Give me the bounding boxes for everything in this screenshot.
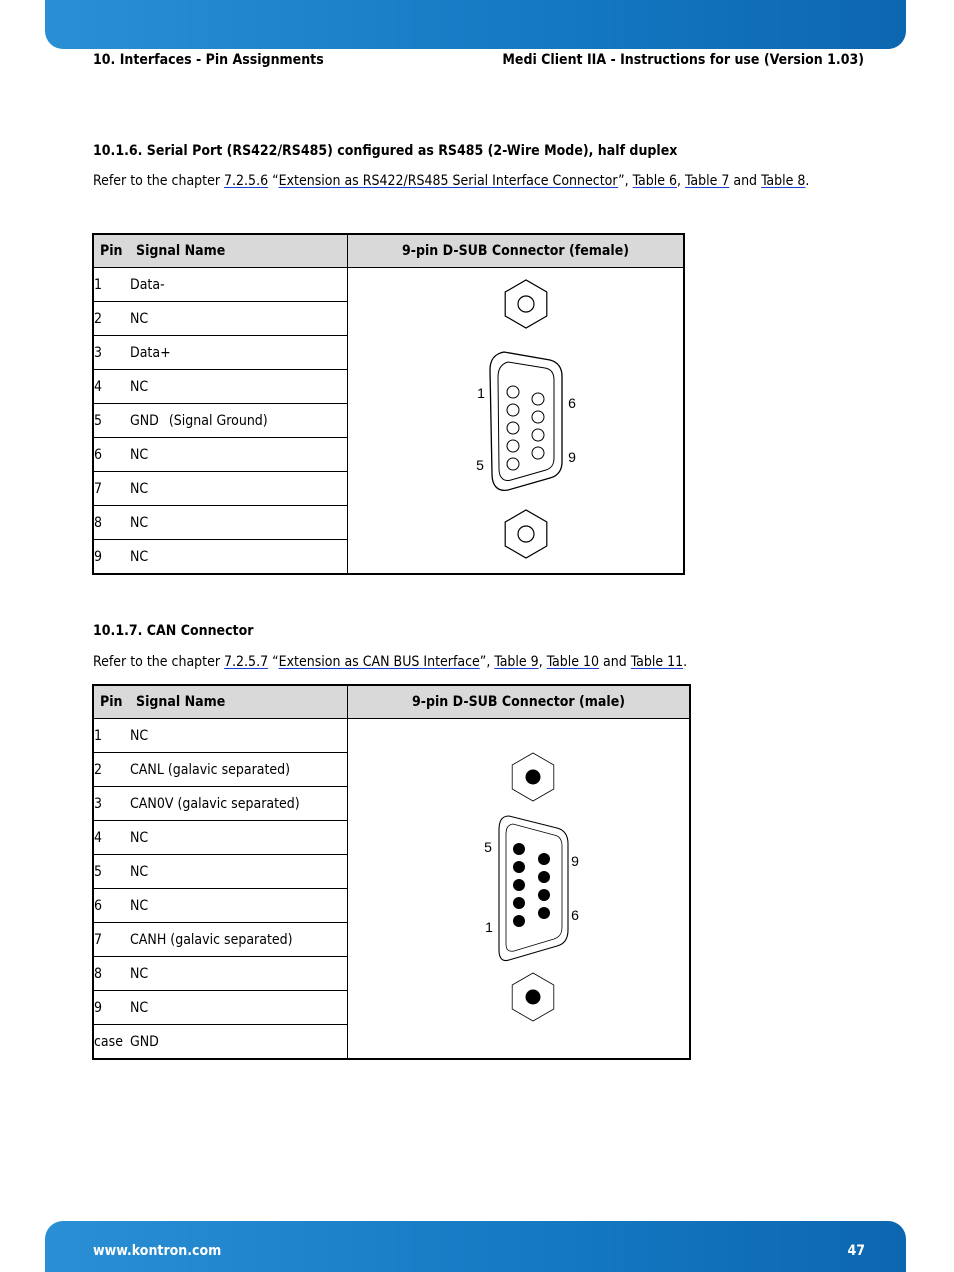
ref-sep: and [729,173,762,189]
pin-number-cell: 6 [93,438,130,472]
signal-name-cell [130,438,348,472]
pin-number-label: 5 [475,456,484,473]
pin-number-cell: 1 [93,268,130,302]
ref-quote-close: ”, [479,654,495,670]
signal-name-cell [130,821,348,855]
signal-name-cell [130,472,348,506]
pin-number-label: 1 [484,918,493,935]
ref-table-link[interactable]: Table 10 [546,654,600,670]
pin-number-cell: case [94,1033,123,1050]
header-chapter-title: 10. Interfaces - Pin Assignments [93,52,324,68]
footer-banner [45,1221,906,1272]
ref-quote-open: “ [268,654,279,670]
contact-pin [513,843,525,855]
socket-hole [507,422,519,434]
socket-hole [532,393,544,405]
signal-name: GND [130,1033,159,1050]
ref-quote-close: ”, [618,173,633,189]
ref-sep: , [538,654,547,670]
page-number: 47 [847,1243,865,1259]
section-reference-rs485 [93,173,809,189]
signal-name: Data+ [130,344,171,361]
pin-number-cell: 2 [93,753,130,787]
col-connector-header: 9-pin D-SUB Connector (female) [348,234,685,268]
contact-pin [513,897,525,909]
ref-title-link[interactable]: Extension as RS422/RS485 Serial Interface Connector [278,173,619,189]
screw-hole [518,296,534,312]
signal-name-cell [130,719,348,753]
ref-chapter-link[interactable]: 7.2.5.7 [224,654,269,670]
connector-shell-outer [499,816,568,961]
pin-number-cell: 4 [93,821,130,855]
signal-name: NC [130,310,149,327]
col-signal-header: Signal Name [130,685,348,719]
header-banner [45,0,906,49]
pin-number-cell: 6 [93,889,130,923]
pin-number-label: 6 [570,906,579,923]
signal-name: CANH (galavic separated) [130,931,293,948]
signal-name-cell [130,889,348,923]
signal-name-cell [130,753,348,787]
table-row [93,268,684,302]
signal-name: NC [130,863,149,880]
socket-hole [507,440,519,452]
col-pin-header: Pin [93,234,130,268]
pin-number-label: 6 [567,394,576,411]
screw-hole [518,526,534,542]
signal-name: CAN0V (galavic separated) [130,795,300,812]
socket-hole [507,404,519,416]
signal-name: NC [130,446,149,463]
ref-end: . [683,654,688,670]
ref-title-link[interactable]: Extension as CAN BUS Interface [278,654,480,670]
contact-pin [513,915,525,927]
pin-number-label: 1 [476,384,485,401]
signal-name: NC [130,965,149,982]
socket-hole [507,458,519,470]
pin-number-cell: 9 [94,548,103,565]
signal-name: NC [130,480,149,497]
pin-number-cell: 8 [93,506,130,540]
signal-name-cell [130,404,348,438]
signal-name-cell [130,1025,348,1060]
pin-number-cell: 7 [93,923,130,957]
col-connector-header: 9-pin D-SUB Connector (male) [348,685,691,719]
dsub-male-diagram [429,742,609,1032]
pin-number-label: 5 [483,838,492,855]
col-signal-header: Signal Name [130,234,348,268]
pin-number-cell: 9 [93,991,130,1025]
section-heading-can: 10.1.7. CAN Connector [93,623,254,639]
signal-name-cell [130,855,348,889]
pin-table-rs485 [92,233,685,575]
pin-number-cell: 2 [93,302,130,336]
footer-url[interactable]: www.kontron.com [93,1243,222,1259]
pin-number-cell: 1 [93,719,130,753]
contact-pin [538,871,550,883]
socket-hole [532,411,544,423]
signal-name: NC [130,897,149,914]
signal-name: NC [130,378,149,395]
signal-name: NC [130,727,149,744]
signal-name-cell [130,540,348,575]
signal-name: NC [130,548,149,565]
signal-name-cell [130,268,348,302]
ref-prefix: Refer to the chapter [93,654,225,670]
table-row [93,719,690,753]
signal-name-cell [130,991,348,1025]
socket-hole [507,386,519,398]
socket-hole [532,447,544,459]
pin-number-cell: 5 [93,404,130,438]
pin-number-cell: 8 [93,957,130,991]
dsub-female-diagram [426,274,606,564]
signal-name-cell [130,302,348,336]
connector-diagram-cell [348,719,691,1060]
col-pin-header: Pin [93,685,130,719]
signal-name: NC [130,829,149,846]
signal-name: GND [130,412,159,429]
table-header-row [93,685,690,719]
socket-hole [532,429,544,441]
signal-name-cell [130,957,348,991]
signal-name-cell [130,506,348,540]
pin-number-cell: 4 [93,370,130,404]
pin-number-cell: 3 [93,336,130,370]
contact-pin [513,861,525,873]
contact-pin [513,879,525,891]
connector-diagram-cell [348,268,685,575]
signal-name: Data- [130,276,165,293]
screw-hole [525,989,540,1004]
pin-number-label: 9 [567,448,576,465]
ref-chapter-link[interactable]: 7.2.5.6 [224,173,269,189]
signal-name: NC [130,999,149,1016]
ref-table-link[interactable]: Table 9 [494,654,539,670]
signal-name: NC [130,514,149,531]
pin-number-cell: 5 [93,855,130,889]
ref-sep: , [677,173,685,189]
pin-number-label: 9 [570,852,579,869]
screw-hole [525,769,540,784]
ref-table-link[interactable]: Table 6 [632,173,677,189]
header-document-title: Medi Client IIA - Instructions for use (Version 1.03) [502,52,864,68]
ref-prefix: Refer to the chapter [93,173,225,189]
table-header-row [93,234,684,268]
contact-pin [538,889,550,901]
section-heading-rs485: 10.1.6. Serial Port (RS422/RS485) configured as RS485 (2-Wire Mode), half duplex [93,143,678,159]
bottom-mount-nut [512,973,554,1021]
ref-sep: and [599,654,631,670]
top-mount-nut [505,280,547,328]
signal-description: (Signal Ground) [168,412,268,429]
top-mount-nut [512,753,554,801]
section-reference-can [93,654,687,670]
signal-name-cell [130,787,348,821]
contact-pin [538,907,550,919]
ref-quote-open: “ [268,173,279,189]
signal-name: CANL (galavic separated) [130,761,291,778]
connector-shell-outer [490,352,562,490]
bottom-mount-nut [505,510,547,558]
contact-pin [538,853,550,865]
ref-table-link[interactable]: Table 11 [630,654,684,670]
signal-name-cell [130,370,348,404]
pin-table-can [92,684,691,1060]
pin-number-cell: 3 [93,787,130,821]
ref-table-link[interactable]: Table 7 [685,173,730,189]
signal-name-cell [130,923,348,957]
pin-number-cell: 7 [93,472,130,506]
ref-table-link[interactable]: Table 8 [761,173,806,189]
signal-name-cell [130,336,348,370]
ref-end: . [805,173,810,189]
